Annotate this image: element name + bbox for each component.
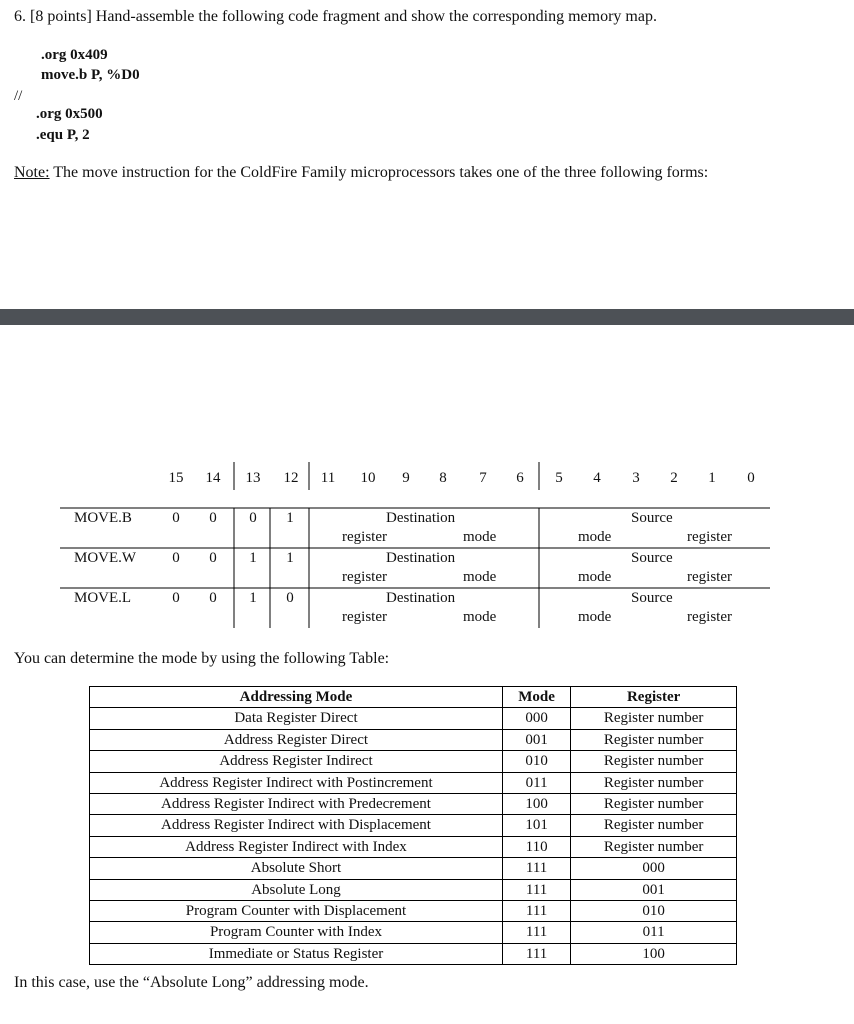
mode-cell: 111 (502, 943, 570, 964)
mode-cell: 101 (502, 815, 570, 836)
table-row (90, 772, 737, 793)
table-row (90, 815, 737, 836)
register-cell: 000 (571, 858, 737, 879)
dest-register-label: register (342, 569, 387, 585)
addressing-mode-cell: Address Register Indirect with Postincrement (90, 772, 503, 793)
register-cell: Register number (571, 751, 737, 772)
code-line: move.b P, %D0 (41, 67, 140, 83)
register-cell: Register number (571, 708, 737, 729)
code-line: .org 0x409 (41, 47, 108, 63)
register-cell: Register number (571, 815, 737, 836)
dest-mode-label: mode (463, 529, 497, 545)
mode-cell: 010 (502, 751, 570, 772)
row-label-move-w: MOVE.W (74, 550, 137, 566)
code-line: .equ P, 2 (36, 127, 90, 143)
mode-cell: 111 (502, 858, 570, 879)
mode-cell: 011 (502, 772, 570, 793)
register-cell: Register number (571, 794, 737, 815)
addressing-mode-cell: Address Register Indirect (90, 751, 503, 772)
register-cell: Register number (571, 836, 737, 857)
closing-note: In this case, use the “Absolute Long” addressing mode. (14, 974, 369, 991)
table-row (90, 751, 737, 772)
register-cell: Register number (571, 772, 737, 793)
table-row (90, 922, 737, 943)
bit-number: 7 (479, 470, 487, 486)
source-label: Source (631, 590, 673, 606)
opcode-bit: 0 (172, 510, 180, 526)
mode-cell: 111 (502, 879, 570, 900)
table-row (90, 879, 737, 900)
code-line: .org 0x500 (36, 106, 103, 122)
register-cell: 100 (571, 943, 737, 964)
bit-number: 1 (708, 470, 716, 486)
register-cell: Register number (571, 729, 737, 750)
table-row (90, 901, 737, 922)
bit-number: 11 (320, 470, 336, 486)
addressing-mode-cell: Program Counter with Index (90, 922, 503, 943)
table-row (90, 729, 737, 750)
addressing-mode-cell: Immediate or Status Register (90, 943, 503, 964)
register-cell: 011 (571, 922, 737, 943)
dest-mode-label: mode (463, 609, 497, 625)
table-row (90, 943, 737, 964)
bit-number: 10 (360, 470, 376, 486)
opcode-bit: 1 (286, 510, 294, 526)
bit-number: 6 (516, 470, 524, 486)
header-register: Register (571, 687, 737, 708)
table-row (90, 836, 737, 857)
bit-number: 8 (439, 470, 447, 486)
mode-cell: 111 (502, 901, 570, 922)
code-comment: // (14, 88, 23, 104)
addressing-mode-table (89, 686, 737, 965)
bit-number: 12 (283, 470, 299, 486)
destination-label: Destination (386, 550, 456, 566)
table-header-row (90, 687, 737, 708)
addressing-mode-cell: Address Register Indirect with Predecrement (90, 794, 503, 815)
table-intro: You can determine the mode by using the following Table: (14, 650, 390, 667)
opcode-bit: 0 (172, 590, 180, 606)
bit-number: 3 (632, 470, 640, 486)
source-label: Source (631, 550, 673, 566)
opcode-bit: 1 (286, 550, 294, 566)
addressing-mode-cell: Address Register Direct (90, 729, 503, 750)
bit-number: 13 (245, 470, 261, 486)
note-text: The move instruction for the ColdFire Family microprocessors takes one of the three following forms: (49, 164, 709, 181)
addressing-mode-cell: Absolute Short (90, 858, 503, 879)
addressing-mode-cell: Data Register Direct (90, 708, 503, 729)
table-row (90, 794, 737, 815)
addressing-mode-cell: Address Register Indirect with Displacement (90, 815, 503, 836)
addressing-mode-cell: Program Counter with Displacement (90, 901, 503, 922)
bit-number: 14 (205, 470, 221, 486)
row-label-move-l: MOVE.L (74, 590, 132, 606)
table-row (90, 858, 737, 879)
table-body (90, 708, 737, 965)
mode-cell: 100 (502, 794, 570, 815)
src-register-label: register (687, 569, 732, 585)
opcode-bit: 0 (209, 590, 217, 606)
register-cell: 010 (571, 901, 737, 922)
bit-number: 9 (402, 470, 410, 486)
src-mode-label: mode (578, 569, 612, 585)
destination-label: Destination (386, 590, 456, 606)
src-mode-label: mode (578, 529, 612, 545)
src-mode-label: mode (578, 609, 612, 625)
destination-label: Destination (386, 510, 456, 526)
opcode-bit: 0 (209, 510, 217, 526)
opcode-bit: 0 (286, 590, 294, 606)
mode-cell: 111 (502, 922, 570, 943)
opcode-bit: 0 (249, 510, 257, 526)
opcode-bit: 0 (209, 550, 217, 566)
mode-cell: 000 (502, 708, 570, 729)
register-cell: 001 (571, 879, 737, 900)
src-register-label: register (687, 609, 732, 625)
opcode-bit: 1 (249, 550, 257, 566)
note-label: Note: (14, 164, 50, 181)
addressing-mode-cell: Absolute Long (90, 879, 503, 900)
bit-number: 15 (168, 470, 184, 486)
table-row (90, 708, 737, 729)
dest-register-label: register (342, 609, 387, 625)
row-label-move-b: MOVE.B (74, 510, 132, 526)
dest-mode-label: mode (463, 569, 497, 585)
header-addressing-mode: Addressing Mode (90, 687, 503, 708)
bit-number: 0 (747, 470, 755, 486)
mode-cell: 110 (502, 836, 570, 857)
header-mode: Mode (502, 687, 570, 708)
source-label: Source (631, 510, 673, 526)
bit-number: 4 (593, 470, 601, 486)
opcode-bit: 0 (172, 550, 180, 566)
bit-number: 5 (555, 470, 563, 486)
bit-number: 2 (670, 470, 678, 486)
opcode-bit: 1 (249, 590, 257, 606)
mode-cell: 001 (502, 729, 570, 750)
src-register-label: register (687, 529, 732, 545)
question-text: 6. [8 points] Hand-assemble the following code fragment and show the corresponding memory map. (14, 8, 657, 25)
addressing-mode-cell: Address Register Indirect with Index (90, 836, 503, 857)
dest-register-label: register (342, 529, 387, 545)
